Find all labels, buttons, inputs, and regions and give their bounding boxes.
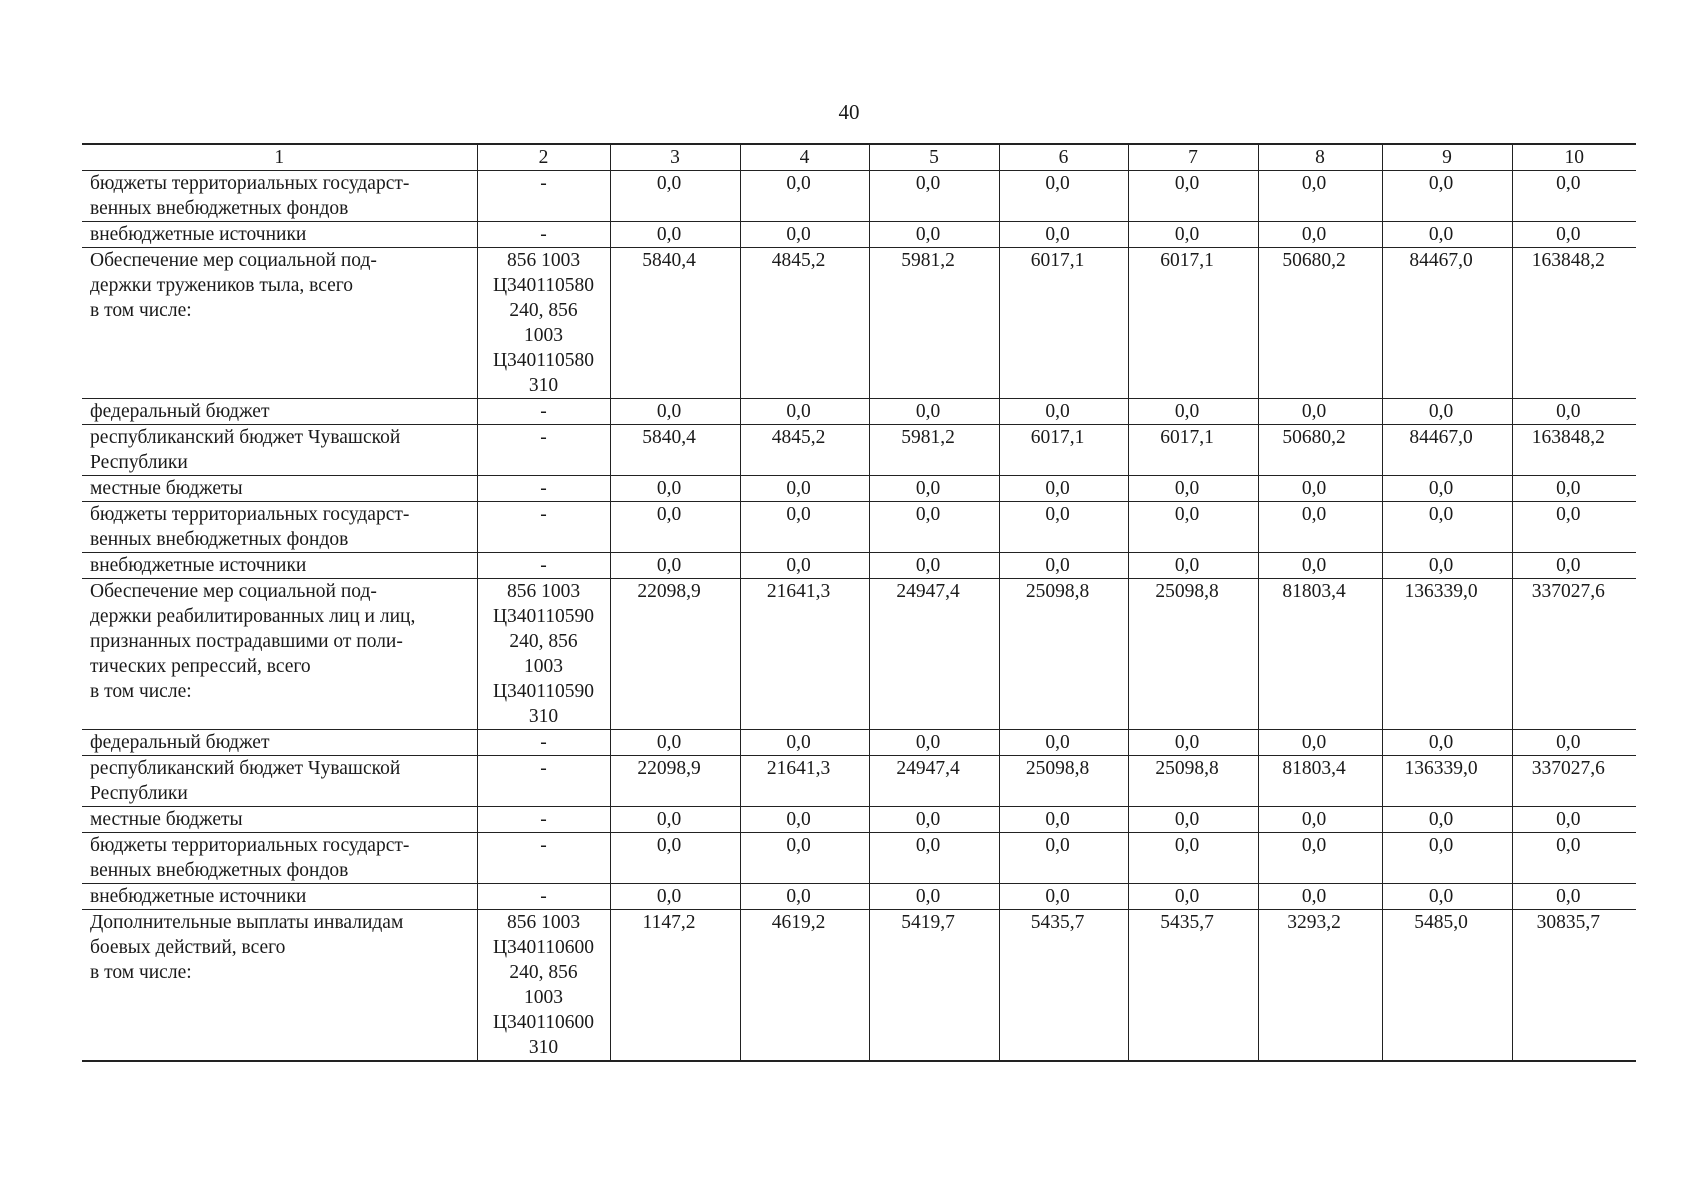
budget-code-line: 310: [528, 375, 559, 396]
value-cell: 0,0: [869, 476, 999, 502]
value-cell: 0,0: [1258, 476, 1382, 502]
value-cell: 4845,2: [740, 425, 869, 476]
budget-code-line: 856 1003: [506, 581, 581, 602]
column-number-cell: 2: [477, 144, 610, 171]
budget-code-line: Ц340110580: [492, 350, 595, 371]
budget-code-line: Ц340110580: [492, 275, 595, 296]
budget-code-cell: [477, 171, 610, 222]
budget-code-line: 856 1003: [506, 912, 581, 933]
budget-code-line: -: [540, 173, 547, 194]
value-cell: 5981,2: [869, 248, 999, 399]
value-cell: 0,0: [740, 730, 869, 756]
table-row: [82, 425, 1636, 476]
row-label-cell: [82, 884, 477, 910]
table-row: [82, 171, 1636, 222]
value-cell: 0,0: [740, 476, 869, 502]
budget-code-line: -: [540, 886, 547, 907]
value-cell: 0,0: [740, 502, 869, 553]
value-cell: 5840,4: [610, 425, 740, 476]
value-cell: 0,0: [999, 476, 1128, 502]
value-cell: 0,0: [999, 884, 1128, 910]
value-cell: 0,0: [1382, 222, 1512, 248]
row-label-line: боевых действий, всего: [90, 937, 286, 958]
budget-code-line: -: [540, 555, 547, 576]
value-cell: 84467,0: [1382, 248, 1512, 399]
row-label-cell: [82, 502, 477, 553]
row-label-cell: [82, 756, 477, 807]
value-cell: 0,0: [1128, 171, 1258, 222]
row-label-line: внебюджетные источники: [90, 224, 307, 245]
budget-code-cell: [477, 756, 610, 807]
value-cell: 0,0: [1128, 730, 1258, 756]
column-number-cell: 10: [1512, 144, 1636, 171]
budget-code-line: Ц340110600: [492, 1012, 595, 1033]
row-label-line: республиканский бюджет Чувашской: [90, 758, 401, 779]
budget-code-cell: [477, 579, 610, 730]
budget-table: [82, 143, 1636, 1062]
value-cell: 84467,0: [1382, 425, 1512, 476]
value-cell: 0,0: [1512, 171, 1636, 222]
value-cell: 0,0: [1382, 807, 1512, 833]
row-label-line: тических репрессий, всего: [90, 656, 311, 677]
budget-code-line: 1003: [524, 656, 563, 677]
row-label-line: держки тружеников тыла, всего: [90, 275, 354, 296]
value-cell: 0,0: [869, 553, 999, 579]
budget-code-cell: [477, 248, 610, 399]
column-number-row: [82, 144, 1636, 171]
table-row: [82, 910, 1636, 1062]
budget-code-line: 310: [528, 1037, 559, 1058]
value-cell: 0,0: [740, 553, 869, 579]
row-label-cell: [82, 399, 477, 425]
value-cell: 25098,8: [1128, 579, 1258, 730]
budget-code-line: -: [540, 478, 547, 499]
value-cell: 0,0: [1382, 553, 1512, 579]
value-cell: 0,0: [740, 222, 869, 248]
value-cell: 0,0: [1258, 884, 1382, 910]
table-row: [82, 248, 1636, 399]
value-cell: 0,0: [610, 730, 740, 756]
column-number-cell: 6: [999, 144, 1128, 171]
value-cell: 25098,8: [1128, 756, 1258, 807]
value-cell: 0,0: [1382, 171, 1512, 222]
value-cell: 6017,1: [999, 248, 1128, 399]
row-label-line: местные бюджеты: [90, 478, 243, 499]
value-cell: 0,0: [1128, 222, 1258, 248]
row-label-cell: [82, 248, 477, 399]
value-cell: 0,0: [1258, 730, 1382, 756]
value-cell: 0,0: [869, 399, 999, 425]
value-cell: 0,0: [1128, 476, 1258, 502]
value-cell: 0,0: [1258, 399, 1382, 425]
table-row: [82, 502, 1636, 553]
value-cell: 0,0: [1128, 884, 1258, 910]
row-label-cell: [82, 171, 477, 222]
value-cell: 5981,2: [869, 425, 999, 476]
value-cell: 0,0: [869, 884, 999, 910]
budget-code-line: 856 1003: [506, 250, 581, 271]
row-label-line: венных внебюджетных фондов: [90, 860, 349, 881]
row-label-line: федеральный бюджет: [90, 401, 270, 422]
budget-code-line: 1003: [524, 325, 563, 346]
value-cell: 5435,7: [1128, 910, 1258, 1062]
value-cell: 4619,2: [740, 910, 869, 1062]
budget-code-line: -: [540, 401, 547, 422]
value-cell: 0,0: [610, 807, 740, 833]
row-label-line: Обеспечение мер социальной под-: [90, 250, 377, 271]
column-number-cell: 5: [869, 144, 999, 171]
value-cell: 81803,4: [1258, 756, 1382, 807]
budget-code-line: 1003: [524, 987, 563, 1008]
value-cell: 0,0: [1512, 833, 1636, 884]
value-cell: 163848,2: [1512, 425, 1636, 476]
value-cell: 0,0: [869, 171, 999, 222]
budget-code-line: Ц340110600: [492, 937, 595, 958]
budget-code-line: -: [540, 809, 547, 830]
value-cell: 0,0: [1512, 884, 1636, 910]
value-cell: 0,0: [610, 553, 740, 579]
value-cell: 0,0: [740, 884, 869, 910]
value-cell: 0,0: [999, 399, 1128, 425]
table-row: [82, 399, 1636, 425]
value-cell: 0,0: [1128, 553, 1258, 579]
value-cell: 0,0: [999, 553, 1128, 579]
value-cell: 1147,2: [610, 910, 740, 1062]
value-cell: 0,0: [1258, 171, 1382, 222]
value-cell: 0,0: [1382, 502, 1512, 553]
row-label-line: держки реабилитированных лиц и лиц,: [90, 606, 416, 627]
value-cell: 163848,2: [1512, 248, 1636, 399]
value-cell: 0,0: [1382, 833, 1512, 884]
column-number-cell: 1: [82, 144, 477, 171]
budget-code-line: Ц340110590: [492, 606, 595, 627]
value-cell: 0,0: [1512, 502, 1636, 553]
row-label-line: венных внебюджетных фондов: [90, 529, 349, 550]
value-cell: 6017,1: [1128, 425, 1258, 476]
value-cell: 337027,6: [1512, 579, 1636, 730]
row-label-line: бюджеты территориальных государст-: [90, 173, 410, 194]
value-cell: 21641,3: [740, 579, 869, 730]
row-label-line: Республики: [90, 452, 188, 473]
table-body: [82, 144, 1636, 1061]
value-cell: 21641,3: [740, 756, 869, 807]
column-number-cell: 4: [740, 144, 869, 171]
table-row: [82, 884, 1636, 910]
value-cell: 6017,1: [999, 425, 1128, 476]
value-cell: 136339,0: [1382, 756, 1512, 807]
row-label-line: признанных пострадавшими от поли-: [90, 631, 403, 652]
value-cell: 5435,7: [999, 910, 1128, 1062]
column-number-cell: 7: [1128, 144, 1258, 171]
value-cell: 0,0: [869, 222, 999, 248]
value-cell: 0,0: [1512, 399, 1636, 425]
value-cell: 0,0: [869, 833, 999, 884]
value-cell: 0,0: [610, 502, 740, 553]
value-cell: 25098,8: [999, 756, 1128, 807]
value-cell: 0,0: [610, 222, 740, 248]
budget-code-line: 310: [528, 706, 559, 727]
value-cell: 0,0: [1382, 476, 1512, 502]
budget-code-line: 240, 856: [509, 631, 578, 652]
budget-code-line: -: [540, 224, 547, 245]
value-cell: 0,0: [740, 171, 869, 222]
budget-code-line: Ц340110590: [492, 681, 595, 702]
value-cell: 136339,0: [1382, 579, 1512, 730]
budget-code-cell: [477, 222, 610, 248]
value-cell: 0,0: [610, 399, 740, 425]
value-cell: 0,0: [1258, 502, 1382, 553]
row-label-line: в том числе:: [90, 962, 192, 983]
table-row: [82, 579, 1636, 730]
value-cell: 50680,2: [1258, 425, 1382, 476]
value-cell: 0,0: [869, 502, 999, 553]
value-cell: 0,0: [999, 807, 1128, 833]
table-row: [82, 756, 1636, 807]
row-label-cell: [82, 222, 477, 248]
value-cell: 337027,6: [1512, 756, 1636, 807]
table-row: [82, 222, 1636, 248]
row-label-line: венных внебюджетных фондов: [90, 198, 349, 219]
budget-code-cell: [477, 476, 610, 502]
value-cell: 0,0: [869, 730, 999, 756]
row-label-line: Обеспечение мер социальной под-: [90, 581, 377, 602]
value-cell: 0,0: [610, 884, 740, 910]
value-cell: 50680,2: [1258, 248, 1382, 399]
row-label-cell: [82, 730, 477, 756]
value-cell: 0,0: [999, 730, 1128, 756]
value-cell: 0,0: [1382, 399, 1512, 425]
table-row: [82, 553, 1636, 579]
value-cell: 0,0: [1128, 833, 1258, 884]
row-label-cell: [82, 553, 477, 579]
table-row: [82, 476, 1636, 502]
value-cell: 24947,4: [869, 579, 999, 730]
row-label-line: Дополнительные выплаты инвалидам: [90, 912, 404, 933]
value-cell: 0,0: [999, 833, 1128, 884]
budget-code-line: -: [540, 758, 547, 779]
row-label-line: бюджеты территориальных государст-: [90, 504, 410, 525]
budget-code-line: -: [540, 732, 547, 753]
value-cell: 0,0: [869, 807, 999, 833]
budget-code-line: -: [540, 504, 547, 525]
row-label-line: бюджеты территориальных государст-: [90, 835, 410, 856]
row-label-line: в том числе:: [90, 681, 192, 702]
value-cell: 3293,2: [1258, 910, 1382, 1062]
value-cell: 5840,4: [610, 248, 740, 399]
page-number: 40: [838, 100, 860, 124]
value-cell: 22098,9: [610, 579, 740, 730]
value-cell: 0,0: [999, 171, 1128, 222]
budget-code-cell: [477, 807, 610, 833]
value-cell: 0,0: [1382, 884, 1512, 910]
value-cell: 0,0: [740, 807, 869, 833]
row-label-line: федеральный бюджет: [90, 732, 270, 753]
value-cell: 0,0: [740, 833, 869, 884]
budget-code-line: 240, 856: [509, 962, 578, 983]
value-cell: 0,0: [1512, 222, 1636, 248]
row-label-line: республиканский бюджет Чувашской: [90, 427, 401, 448]
value-cell: 0,0: [610, 833, 740, 884]
budget-code-cell: [477, 502, 610, 553]
value-cell: 24947,4: [869, 756, 999, 807]
budget-code-cell: [477, 833, 610, 884]
column-number-cell: 9: [1382, 144, 1512, 171]
row-label-line: внебюджетные источники: [90, 555, 307, 576]
row-label-line: Республики: [90, 783, 188, 804]
budget-code-line: -: [540, 835, 547, 856]
budget-code-cell: [477, 399, 610, 425]
value-cell: 4845,2: [740, 248, 869, 399]
budget-code-cell: [477, 884, 610, 910]
row-label-cell: [82, 425, 477, 476]
value-cell: 5485,0: [1382, 910, 1512, 1062]
row-label-cell: [82, 910, 477, 1062]
row-label-cell: [82, 579, 477, 730]
value-cell: 0,0: [1512, 553, 1636, 579]
row-label-line: местные бюджеты: [90, 809, 243, 830]
column-number-cell: 8: [1258, 144, 1382, 171]
table-row: [82, 807, 1636, 833]
budget-code-cell: [477, 425, 610, 476]
budget-code-line: 240, 856: [509, 300, 578, 321]
table-row: [82, 730, 1636, 756]
value-cell: 0,0: [999, 222, 1128, 248]
budget-code-cell: [477, 553, 610, 579]
row-label-line: в том числе:: [90, 300, 192, 321]
value-cell: 0,0: [1128, 502, 1258, 553]
value-cell: 0,0: [610, 171, 740, 222]
budget-code-cell: [477, 730, 610, 756]
column-number-cell: 3: [610, 144, 740, 171]
budget-code-line: -: [540, 427, 547, 448]
value-cell: 0,0: [1258, 807, 1382, 833]
value-cell: 0,0: [1512, 476, 1636, 502]
table-row: [82, 833, 1636, 884]
value-cell: 0,0: [610, 476, 740, 502]
row-label-cell: [82, 476, 477, 502]
value-cell: 0,0: [740, 399, 869, 425]
value-cell: 0,0: [1382, 730, 1512, 756]
value-cell: 30835,7: [1512, 910, 1636, 1062]
row-label-cell: [82, 807, 477, 833]
value-cell: 0,0: [999, 502, 1128, 553]
value-cell: 22098,9: [610, 756, 740, 807]
row-label-cell: [82, 833, 477, 884]
budget-code-cell: [477, 910, 610, 1062]
value-cell: 0,0: [1512, 807, 1636, 833]
value-cell: 25098,8: [999, 579, 1128, 730]
value-cell: 0,0: [1128, 807, 1258, 833]
value-cell: 6017,1: [1128, 248, 1258, 399]
value-cell: 81803,4: [1258, 579, 1382, 730]
value-cell: 0,0: [1128, 399, 1258, 425]
value-cell: 0,0: [1258, 222, 1382, 248]
value-cell: 0,0: [1258, 553, 1382, 579]
value-cell: 0,0: [1512, 730, 1636, 756]
value-cell: 5419,7: [869, 910, 999, 1062]
value-cell: 0,0: [1258, 833, 1382, 884]
row-label-line: внебюджетные источники: [90, 886, 307, 907]
